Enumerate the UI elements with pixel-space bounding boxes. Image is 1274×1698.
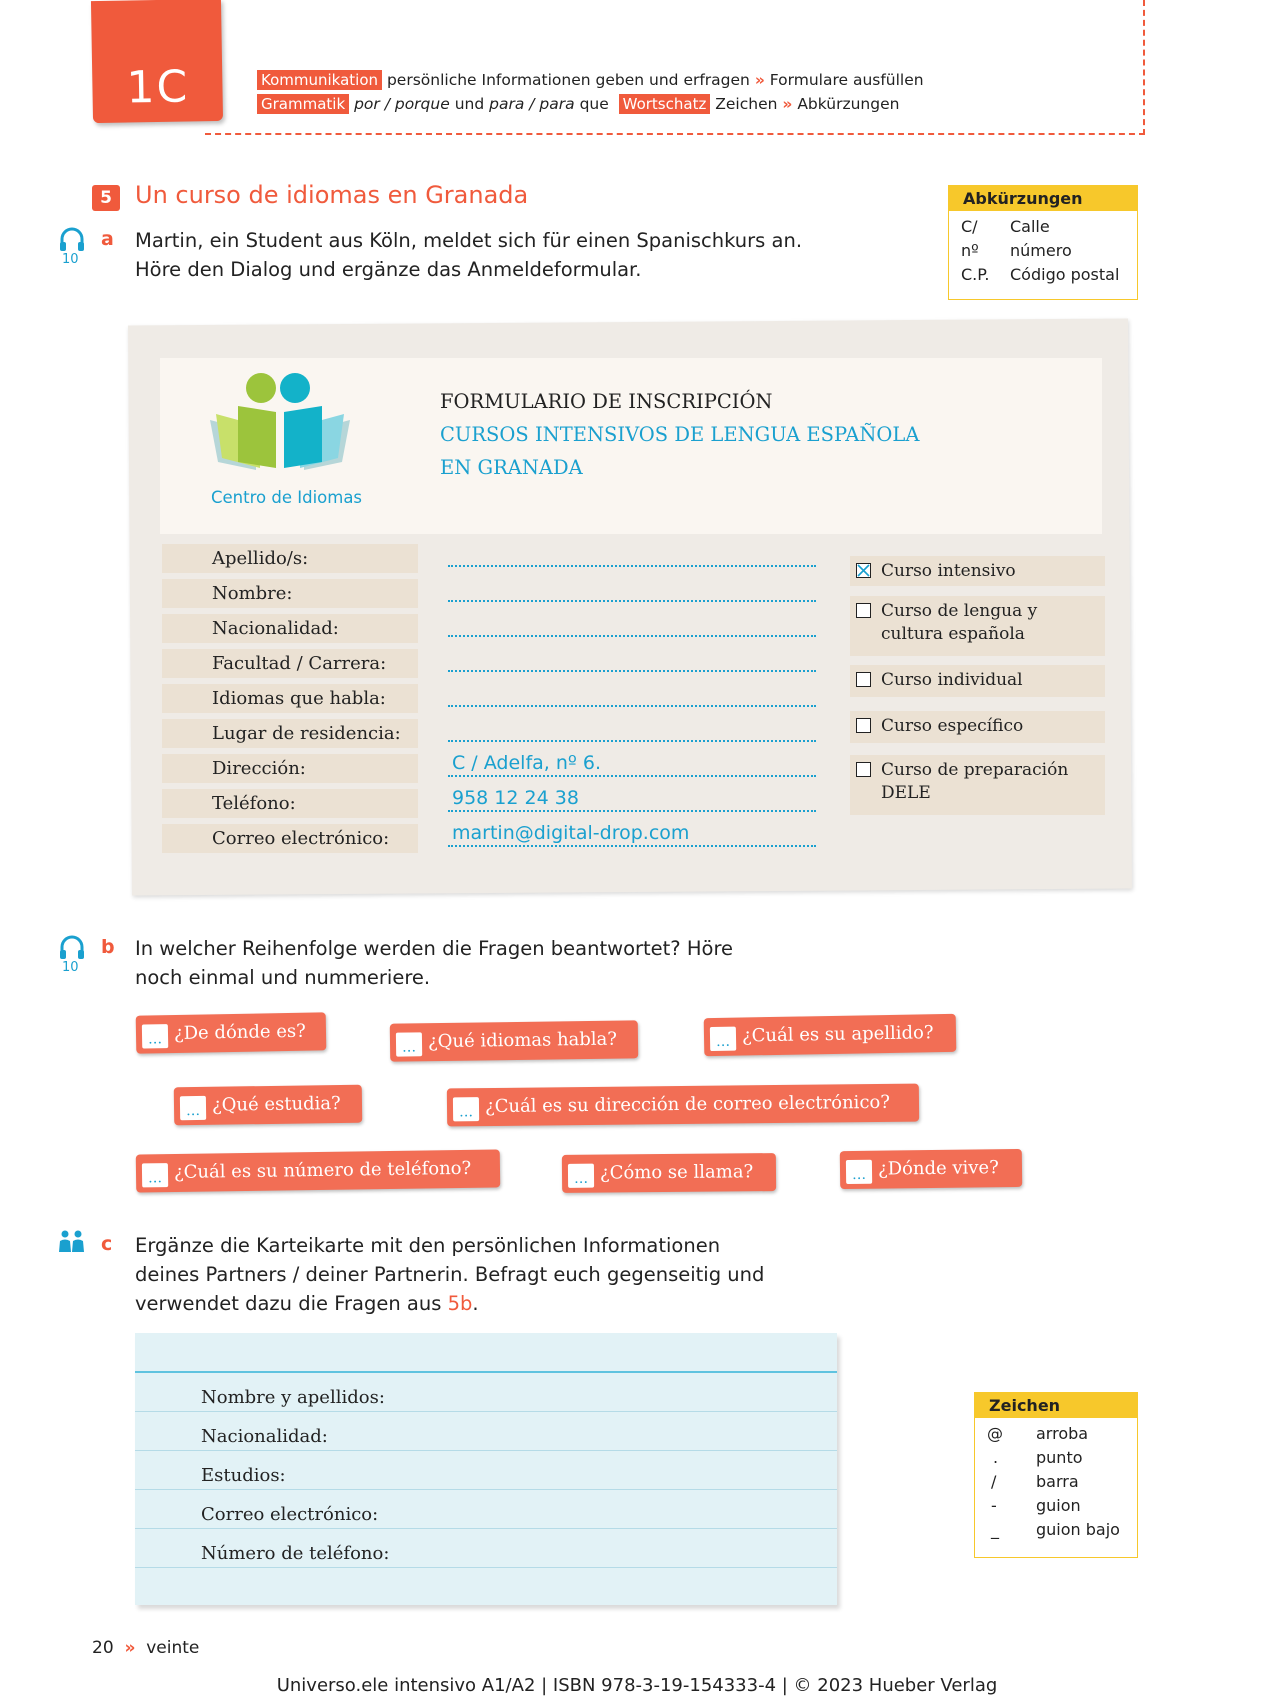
book-people-logo-icon <box>208 370 352 480</box>
form-title: FORMULARIO DE INSCRIPCIÓN <box>440 390 773 413</box>
answer-line[interactable] <box>448 598 816 602</box>
question-text: ¿Cómo se llama? <box>599 1161 754 1184</box>
question-pill[interactable] <box>174 1085 363 1126</box>
option-curso-especifico[interactable] <box>850 711 1105 743</box>
option-curso-intensivo[interactable] <box>850 556 1105 586</box>
card-line[interactable] <box>135 1489 837 1490</box>
list-item: _ guion bajo <box>991 1520 1120 1539</box>
option-curso-dele[interactable] <box>850 755 1105 815</box>
form-subtitle: EN GRANADA <box>440 456 583 479</box>
option-label: Curso intensivo <box>881 561 1016 581</box>
instruction-line: Ergänze die Karteikarte mit den persönlichen Informationen <box>135 1234 721 1257</box>
checkbox-icon[interactable] <box>856 603 871 618</box>
symbols-title: Zeichen <box>975 1393 1137 1418</box>
wortschatz-text: Zeichen <box>715 95 778 113</box>
option-label: Curso individual <box>881 670 1023 690</box>
card-label: Número de teléfono: <box>201 1543 390 1564</box>
checkbox-icon[interactable] <box>856 718 871 733</box>
card-label: Estudios: <box>201 1465 286 1486</box>
unit-tab <box>91 0 223 123</box>
field-idiomas: Idiomas que habla: <box>162 684 418 713</box>
answer-line[interactable] <box>448 563 816 567</box>
logo-text: Centro de Idiomas <box>211 488 363 507</box>
headphones-icon <box>58 226 86 252</box>
abbreviations-list <box>961 215 1119 287</box>
question-text: ¿Cuál es su dirección de correo electrónico? <box>484 1091 891 1118</box>
number-blank[interactable]: … <box>710 1027 736 1051</box>
question-pill[interactable] <box>840 1149 1022 1189</box>
number-blank[interactable]: … <box>142 1163 168 1187</box>
exercise-reference: 5b <box>447 1292 473 1315</box>
card-line[interactable] <box>135 1411 837 1412</box>
part-letter: a <box>101 228 114 250</box>
card-label: Nacionalidad: <box>201 1426 328 1447</box>
field-direccion: Dirección: <box>162 754 418 783</box>
list-item: - guion <box>991 1496 1081 1515</box>
grammatik-text-3: para / para <box>489 95 575 113</box>
option-label: Curso de lengua y cultura española <box>881 601 1038 644</box>
instruction-b <box>135 934 733 992</box>
card-header-line <box>135 1371 837 1373</box>
answer-line[interactable] <box>448 668 816 672</box>
arrow-icon: » <box>782 95 793 113</box>
question-pill[interactable] <box>704 1014 957 1056</box>
field-residencia: Lugar de residencia: <box>162 719 418 748</box>
page-footer <box>92 1638 199 1658</box>
number-blank[interactable]: … <box>568 1164 594 1188</box>
field-correo: Correo electrónico: <box>162 824 418 853</box>
number-blank[interactable]: … <box>180 1096 206 1120</box>
index-card <box>135 1333 837 1605</box>
pair-work-icon <box>57 1230 85 1254</box>
track-number: 10 <box>62 252 79 267</box>
arrow-icon: » <box>124 1638 136 1658</box>
grammatik-text-2: und <box>454 95 485 113</box>
answer-line[interactable] <box>448 633 816 637</box>
form-subtitle: CURSOS INTENSIVOS DE LENGUA ESPAÑOLA <box>440 423 920 446</box>
list-item: . punto <box>993 1448 1083 1467</box>
field-apellidos: Apellido/s: <box>162 544 418 573</box>
list-item: @ arroba <box>987 1424 1089 1443</box>
list-item: C/ Calle <box>961 217 1050 236</box>
instruction-line: In welcher Reihenfolge werden die Fragen beantwortet? Höre <box>135 937 734 960</box>
instruction-c <box>135 1231 764 1318</box>
card-label: Correo electrónico: <box>201 1504 379 1525</box>
list-item: / barra <box>991 1472 1079 1491</box>
option-label: Curso de preparación DELE <box>881 760 1069 803</box>
question-text: ¿Cuál es su apellido? <box>741 1022 934 1047</box>
instruction-a <box>135 226 802 284</box>
wortschatz-tag: Wortschatz <box>619 94 711 114</box>
question-pill[interactable] <box>447 1084 919 1127</box>
publisher-credit: Universo.ele intensivo A1/A2 | ISBN 978-3-19-154333-4 | © 2023 Hueber Verlag <box>276 1675 998 1696</box>
unit-label: 1C <box>126 61 190 114</box>
question-pill[interactable] <box>136 1149 500 1192</box>
number-blank[interactable]: … <box>396 1032 422 1056</box>
option-curso-individual[interactable] <box>850 665 1105 697</box>
option-curso-cultura[interactable] <box>850 596 1105 656</box>
track-number: 10 <box>62 960 79 975</box>
checkbox-icon[interactable] <box>856 762 871 777</box>
grammatik-text-1: por / porque <box>354 95 450 113</box>
question-text: ¿Qué estudia? <box>211 1092 341 1116</box>
instruction-line: Martin, ein Student aus Köln, meldet sich für einen Spanischkurs an. <box>135 229 803 252</box>
checkbox-checked-icon[interactable] <box>856 563 871 578</box>
header-frame <box>205 0 1145 135</box>
number-blank[interactable]: … <box>846 1160 872 1184</box>
header-line-1 <box>257 70 924 90</box>
wortschatz-text-2: Abkürzungen <box>797 95 900 113</box>
page-word: veinte <box>146 1638 200 1658</box>
option-label: Curso específico <box>881 716 1024 736</box>
card-line[interactable] <box>135 1450 837 1451</box>
field-nombre: Nombre: <box>162 579 418 608</box>
question-pill[interactable] <box>136 1012 327 1053</box>
field-nacionalidad: Nacionalidad: <box>162 614 418 643</box>
card-label: Nombre y apellidos: <box>201 1387 385 1408</box>
instruction-line: Höre den Dialog und ergänze das Anmeldeformular. <box>135 258 642 281</box>
grammatik-text-4: que <box>579 95 609 113</box>
card-line[interactable] <box>135 1528 837 1529</box>
grammatik-tag: Grammatik <box>257 94 349 114</box>
field-telefono: Teléfono: <box>162 789 418 818</box>
field-facultad: Facultad / Carrera: <box>162 649 418 678</box>
abbreviations-box <box>948 185 1138 300</box>
exercise-number: 5 <box>92 185 120 211</box>
answer-line[interactable] <box>448 703 816 707</box>
filled-correo: martin@digital-drop.com <box>452 822 690 844</box>
kommunikation-text-2: Formulare ausfüllen <box>769 71 924 89</box>
instruction-line: verwendet dazu die Fragen aus 5b. <box>135 1292 479 1315</box>
headphones-icon <box>58 934 86 960</box>
number-blank[interactable]: … <box>142 1024 168 1048</box>
filled-direccion: C / Adelfa, nº 6. <box>452 752 602 774</box>
card-line[interactable] <box>135 1567 837 1568</box>
page-number: 20 <box>92 1638 114 1658</box>
instruction-line: noch einmal und nummeriere. <box>135 966 431 989</box>
exercise-title: Un curso de idiomas en Granada <box>135 181 529 209</box>
question-text: ¿De dónde es? <box>173 1020 307 1044</box>
kommunikation-text: persönliche Informationen geben und erfragen <box>386 71 750 89</box>
question-text: ¿Dónde vive? <box>877 1157 999 1180</box>
part-letter: c <box>101 1233 113 1255</box>
number-blank[interactable]: … <box>453 1097 479 1121</box>
abbreviations-title: Abkürzungen <box>949 186 1137 211</box>
question-pill[interactable] <box>390 1020 639 1061</box>
filled-telefono: 958 12 24 38 <box>452 787 579 809</box>
checkbox-icon[interactable] <box>856 672 871 687</box>
answer-line[interactable] <box>448 738 816 742</box>
symbols-box <box>974 1392 1138 1558</box>
question-pill[interactable] <box>562 1153 776 1193</box>
arrow-icon: » <box>754 71 765 89</box>
part-letter: b <box>101 936 115 958</box>
header-line-2 <box>257 94 899 114</box>
list-item: C.P. Código postal <box>961 265 1120 284</box>
question-text: ¿Qué idiomas habla? <box>427 1028 618 1053</box>
instruction-line: deines Partners / deiner Partnerin. Befragt euch gegenseitig und <box>135 1263 765 1286</box>
question-text: ¿Cuál es su número de teléfono? <box>173 1157 472 1184</box>
list-item: nº número <box>961 241 1072 260</box>
kommunikation-tag: Kommunikation <box>257 70 382 90</box>
symbols-list <box>987 1422 1120 1542</box>
